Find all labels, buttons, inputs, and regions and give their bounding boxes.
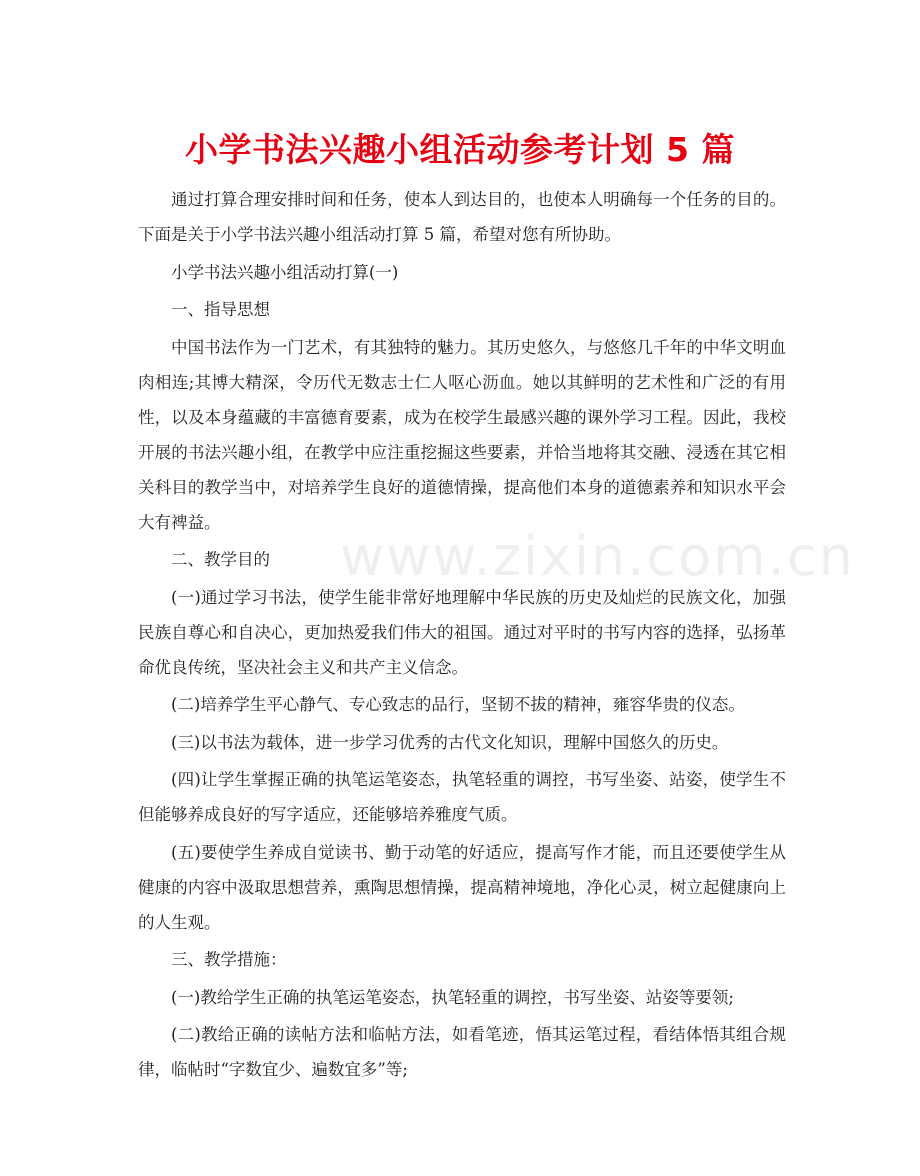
document-title: 小学书法兴趣小组活动参考计划 5 篇 (185, 130, 735, 169)
watermark: www.zixin.com.cn (340, 525, 855, 588)
section-heading-plan-1: 小学书法兴趣小组活动打算(一) (171, 262, 399, 282)
paragraph-measure-2: (二)教给正确的读帖方法和临帖方法，如看笔迹，悟其运笔过程，看结体悟其组合规律，临帖时“字数宜少、遍数宜多”等; (138, 1025, 786, 1079)
paragraph-goal-3: (三)以书法为载体，进一步学习优秀的古代文化知识，理解中国悠久的历史。 (171, 732, 729, 752)
paragraph-goal-1: (一)通过学习书法，使学生能非常好地理解中华民族的历史及灿烂的民族文化，加强民族自尊心和自决心，更加热爱我们伟大的祖国。通过对平时的书写内容的选择，弘扬革命优良传统，坚决社会主义和共产主义信念。 (138, 587, 786, 677)
paragraph-goal-4: (四)让学生掌握正确的执笔运笔姿态，执笔轻重的调控，书写坐姿、站姿，使学生不但能够养成良好的写字适应，还能够培养雅度气质。 (138, 770, 786, 824)
document-body (138, 182, 786, 1090)
paragraph-goal-5: (五)要使学生养成自觉读书、勤于动笔的好适应，提高写作才能，而且还要使学生从健康的内容中汲取思想营养，熏陶思想情操，提高精神境地，净化心灵，树立起健康向上的人生观。 (138, 842, 786, 932)
paragraph-intro: 通过打算合理安排时间和任务，使本人到达目的，也使本人明确每一个任务的目的。下面是关于小学书法兴趣小组活动打算 5 篇，希望对您有所协助。 (138, 190, 786, 244)
paragraph-measure-1: (一)教给学生正确的执笔运笔姿态，执笔轻重的调控，书写坐姿、站姿等要领; (171, 987, 734, 1007)
heading-teaching-goals: 二、教学目的 (171, 550, 270, 569)
heading-teaching-measures: 三、教学措施： (171, 950, 287, 969)
paragraph-goal-2: (二)培养学生平心静气、专心致志的品行，坚韧不拔的精神，雍容华贵的仪态。 (171, 695, 745, 714)
heading-guiding-thought: 一、指导思想 (171, 300, 270, 319)
paragraph-guiding-thought: 中国书法作为一门艺术，有其独特的魅力。其历史悠久，与悠悠几千年的中华文明血肉相连;其博大精深，令历代无数志士仁人呕心沥血。她以其鲜明的艺术性和广泛的有用性，以及本身蕴藏的丰富德育要素，成为在校学生最感兴趣的课外学习工程。因此，我校开展的书法兴趣小组，在教学中应注重挖掘这些要素，并恰当地将其交融、浸透在其它相关科目的教学当中，对培养学生良好的道德情操，提高他们本身的道德素养和知识水平会大有裨益。 (138, 337, 786, 532)
